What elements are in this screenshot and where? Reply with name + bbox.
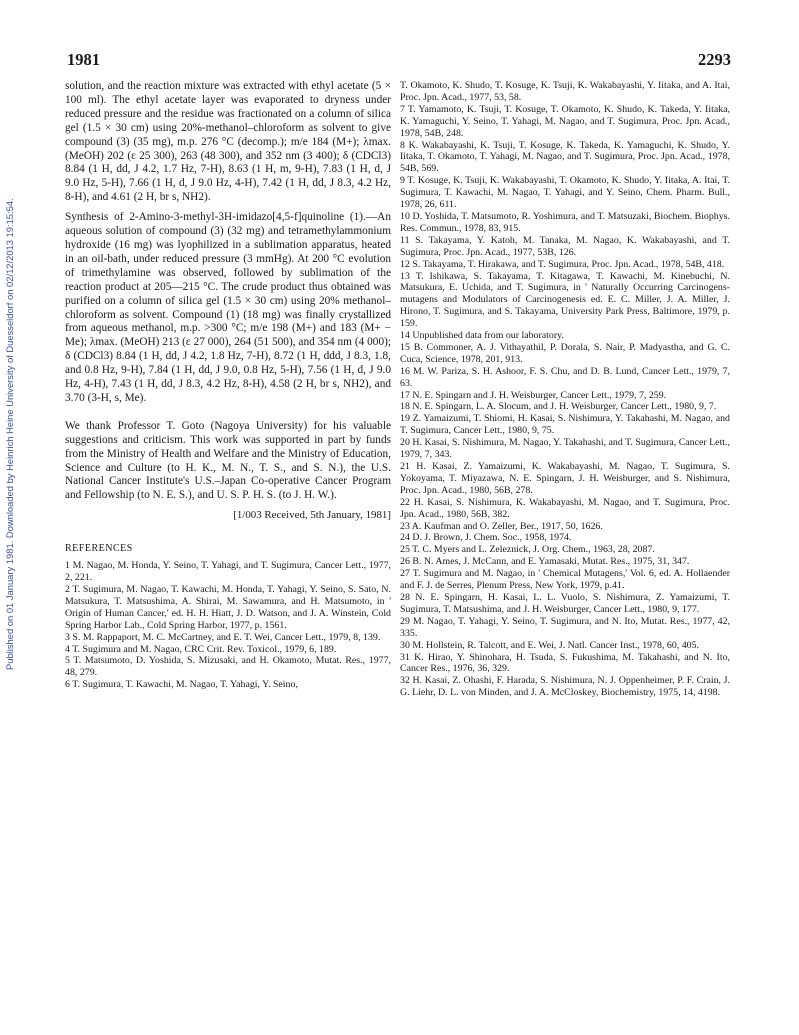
reference-item: 24 D. J. Brown, J. Chem. Soc., 1958, 1974.	[400, 532, 572, 544]
experimental-paragraph-extraction: solution, and the reaction mixture was extracted with ethyl acetate (5 × 100 ml). The ethyl acetate layer was evaporated to dryness under reduced pressure and the residue was fractionated on a column of silica gel (1.5 × 30 cm) using 20%-methanol–chloroform as solvent to give compound (3) (35 mg), m.p. 276 °C (decomp.); m/e 184 (M+); λmax. (MeOH) 202 (ε 25 300), 263 (48 300), and 352 nm (3 400); δ (CDCl3) 8.84 (1 H, dd, J 4.2, 1.7 Hz, 7-H), 8.63 (1 H, m, 9-H), 7.83 (1 H, d, J 9.0 Hz, 5-H), 7.66 (1 H, d, J 9.0 Hz, 4-H), 7.42 (1 H, dd, J 8.3, 4.2 Hz, 8-H), and 4.61 (2 H, br s, NH2).	[65, 80, 391, 204]
reference-item: 3 S. M. Rappaport, M. C. McCartney, and E. T. Wei, Cancer Lett., 1979, 8, 139.	[65, 631, 381, 643]
reference-list-right	[400, 80, 730, 699]
reference-item: 17 N. E. Spingarn and J. H. Weisburger, Cancer Lett., 1979, 7, 259.	[400, 389, 667, 401]
received-date: [1/003 Received, 5th January, 1981]	[233, 509, 391, 522]
right-column	[400, 80, 730, 700]
reference-item: 6 T. Sugimura, T. Kawachi, M. Nagao, T. Yahagi, Y. Seino,	[65, 679, 298, 691]
reference-item: 18 N. E. Spingarn, L. A. Slocum, and J. H. Weisburger, Cancer Lett., 1980, 9, 7.	[400, 401, 717, 413]
reference-item: T. Okamoto, K. Shudo, T. Kosuge, K. Tsuji, K. Wakabayashi, Y. Iitaka, and A. Itai, Proc. Jpn. Acad., 1977, 53, 58.	[400, 80, 730, 103]
reference-item: 4 T. Sugimura and M. Nagao, CRC Crit. Rev. Toxicol., 1979, 6, 189.	[65, 643, 337, 655]
reference-item: 19 Z. Yamaizumi, T. Shiomi, H. Kasai, S. Nishimura, Y. Takahashi, M. Nagao, and T. Sugimura, Cancer Lett., 1980, 9, 75.	[400, 413, 730, 437]
reference-item: 14 Unpublished data from our laboratory.	[400, 330, 564, 342]
reference-item: 7 T. Yamamoto, K. Tsuji, T. Kosuge, T. Okamoto, K. Shudo, K. Takeda, Y. Iitaka, K. Yamaguchi, Y. Seino, T. Yahagi, M. Nagao, and T. Sugimura, Proc. Jpn. Acad., 1978, 54B, 248.	[400, 103, 730, 139]
page-number: 2293	[698, 50, 731, 69]
acknowledgements-paragraph: We thank Professor T. Goto (Nagoya University) for his valuable suggestions and criticism. This work was supported in part by funds from the Ministry of Health and Welfare and the Ministry of Education, Science and Culture (to H. K., M. N., T. S., and S. N.), the U.S. National Cancer Institute's U.S.–Japan Co-operative Cancer Program and Fellowship (to N. E. S.), and U. S. P. H. S. (to J. H. W.).	[65, 419, 391, 502]
reference-item: 27 T. Sugimura and M. Nagao, in ' Chemical Mutagens,' Vol. 6, ed. A. Hollaender and F. J. de Serres, Plenum Press, New York, 1979, p.41.	[400, 568, 730, 592]
page-header	[67, 50, 731, 72]
reference-item: 15 B. Commoner, A. J. Vithayathil, P. Dorala, S. Nair, P. Madyastha, and G. C. Cuca, Science, 1978, 201, 913.	[400, 341, 730, 365]
reference-item: 32 H. Kasai, Z. Ohashi, F. Harada, S. Nishimura, N. J. Oppenheimer, P. F. Crain, J. G. Liehr, D. L. von Minden, and J. A. McCloskey, Biochemistry, 1975, 14, 4198.	[400, 675, 730, 699]
reference-item: 1 M. Nagao, M. Honda, Y. Seino, T. Yahagi, and T. Sugimura, Cancer Lett., 1977, 2, 221.	[65, 560, 391, 584]
reference-item: 22 H. Kasai, S. Nishimura, K. Wakabayashi, M. Nagao, and T. Sugimura, Proc. Jpn. Acad., 1980, 56B, 382.	[400, 496, 730, 520]
reference-item: 25 T. C. Myers and L. Zeleznick, J. Org. Chem., 1963, 28, 2087.	[400, 544, 655, 556]
reference-item: 11 S. Takayama, Y. Katoh, M. Tanaka, M. Nagao, K. Wakabayashi, and T. Sugimura, Proc. Jpn. Acad., 1977, 53B, 126.	[400, 234, 730, 258]
reference-item: 9 T. Kosuge, K. Tsuji, K. Wakabayashi, T. Okamoto, K. Shudo, Y. Iitaka, A. Itai, T. Sugimura, T. Kawachi, M. Nagao, T. Yahagi, and Y. Seino, Chem. Pharm. Bull., 1978, 26, 611.	[400, 175, 730, 211]
reference-item: 10 D. Yoshida, T. Matsumoto, R. Yoshimura, and T. Matsuzaki, Biochem. Biophys. Res. Commun., 1978, 83, 915.	[400, 210, 730, 234]
reference-item: 2 T. Sugimura, M. Nagao, T. Kawachi, M. Honda, T. Yahagi, Y. Seino, S. Sato, N. Matsukura, T. Matsushima, A. Shirai, M. Sawamura, and H. Matsumoto, in ' Origin of Human Cancer,' ed. H. H. Hiatt, J. D. Watson, and J. A. Winstein, Cold Spring Harbor Lab., Cold Spring Harbor, 1977, p. 1561.	[65, 584, 391, 631]
reference-item: 30 M. Hollstein, R. Talcott, and E. Wei, J. Natl. Cancer Inst., 1978, 60, 405.	[400, 639, 700, 651]
reference-list-left	[65, 560, 391, 691]
reference-item: 29 M. Nagao, T. Yahagi, Y. Seino, T. Sugimura, and N. Ito, Mutat. Res., 1977, 42, 335.	[400, 615, 730, 639]
synthesis-paragraph: Synthesis of 2-Amino-3-methyl-3H-imidazo[4,5-f]quinoline (1).—An aqueous solution of compound (3) (32 mg) and tetramethylammonium hydroxide (16 mg) was lyophilized in a sublimation apparatus, heated in an oil-bath, under reduced pressure (3 mmHg). At 200 °C evolution of trimethylamine was observed, followed by sublimation of the reaction product at 205—215 °C. The crude product thus obtained was purified on a column of silica gel (1.5 × 30 cm) using 20% methanol–chloroform as solvent. Compound (1) (18 mg) was finally crystallized from aqueous methanol, m.p. >300 °C; m/e 198 (M+) and 183 (M+ − Me); λmax. (MeOH) 213 (ε 27 000), 264 (51 500), and 354 nm (4 000); δ (CDCl3) 8.84 (1 H, dd, J 4.2, 1.8 Hz, 7-H), 8.72 (1 H, ddd, J 8.3, 1.8, and 0.8 Hz, 9-H), 7.84 (1 H, dd, J 9.0, 0.8 Hz, 5-H), 7.56 (1 H, d, J 9.0 Hz, 4-H), 7.43 (1 H, dd, J 8.3, 4.2 Hz, 8-H), 4.58 (2 H, br s, NH2), and 3.70 (3-H, s, Me).	[65, 211, 391, 404]
reference-item: 23 A. Kaufman and O. Zeller, Ber., 1917, 50, 1626.	[400, 520, 603, 532]
reference-item: 12 S. Takayama, T. Hirakawa, and T. Sugimura, Proc. Jpn. Acad., 1978, 54B, 418.	[400, 258, 725, 270]
reference-item: 5 T. Matsumoto, D. Yoshida, S. Mizusaki, and H. Okamoto, Mutat. Res., 1977, 48, 279.	[65, 655, 391, 679]
reference-item: 13 T. Ishikawa, S. Takayama, T. Kitagawa, T. Kawachi, M. Kinebuchi, N. Matsukura, E. Uchida, and T. Sugimura, in ' Naturally Occurring Carcinogens-mutagens and Modulators of Carcinogenesis ed. E. C. Miller, J. A. Miller, J. Hirono, T. Sugimura, and S. Takayama, University Park Press, Baltimore, 1979, p. 159.	[400, 270, 730, 330]
journal-year: 1981	[67, 50, 100, 69]
references-heading: REFERENCES	[65, 543, 133, 555]
reference-item: 21 H. Kasai, Z. Yamaizumi, K. Wakabayashi, M. Nagao, T. Sugimura, S. Yokoyama, T. Miyazawa, N. E. Spingarn, J. H. Weisburger, and S. Nishimura, Proc. Jpn. Acad., 1980, 56B, 278.	[400, 461, 730, 496]
publication-download-stamp[interactable]: Published on 01 January 1981. Downloaded by Heinrich Heine University of Duesseldorf on 02/12/2013 19:15:54.	[4, 198, 15, 670]
reference-item: 31 K. Hirao, Y. Shinohara, H. Tsuda, S. Fukushima, M. Takahashi, and N. Ito, Cancer Res., 1976, 36, 329.	[400, 651, 730, 675]
left-column	[65, 80, 391, 720]
reference-item: 8 K. Wakabayashi, K. Tsuji, T. Kosuge, K. Takeda, K. Yamaguchi, K. Shudo, Y. Iitaka, T. Okamoto, T. Yahagi, M. Nagao, and T. Sugimura, Proc. Jpn. Acad., 1978, 54B, 569.	[400, 139, 730, 175]
reference-item: 16 M. W. Pariza, S. H. Ashoor, F. S. Chu, and D. B. Lund, Cancer Lett., 1979, 7, 63.	[400, 365, 730, 389]
reference-item: 28 N. E. Spingarn, H. Kasai, L. L. Vuolo, S. Nishimura, Z. Yamaizumi, T. Sugimura, T. Matsushima, and J. H. Weisburger, Cancer Lett., 1980, 9, 177.	[400, 591, 730, 615]
reference-item: 20 H. Kasai, S. Nishimura, M. Nagao, Y. Takahashi, and T. Sugimura, Cancer Lett., 1979, 7, 343.	[400, 437, 730, 461]
reference-item: 26 B. N. Ames, J. McCann, and E. Yamasaki, Mutat. Res., 1975, 31, 347.	[400, 556, 690, 568]
